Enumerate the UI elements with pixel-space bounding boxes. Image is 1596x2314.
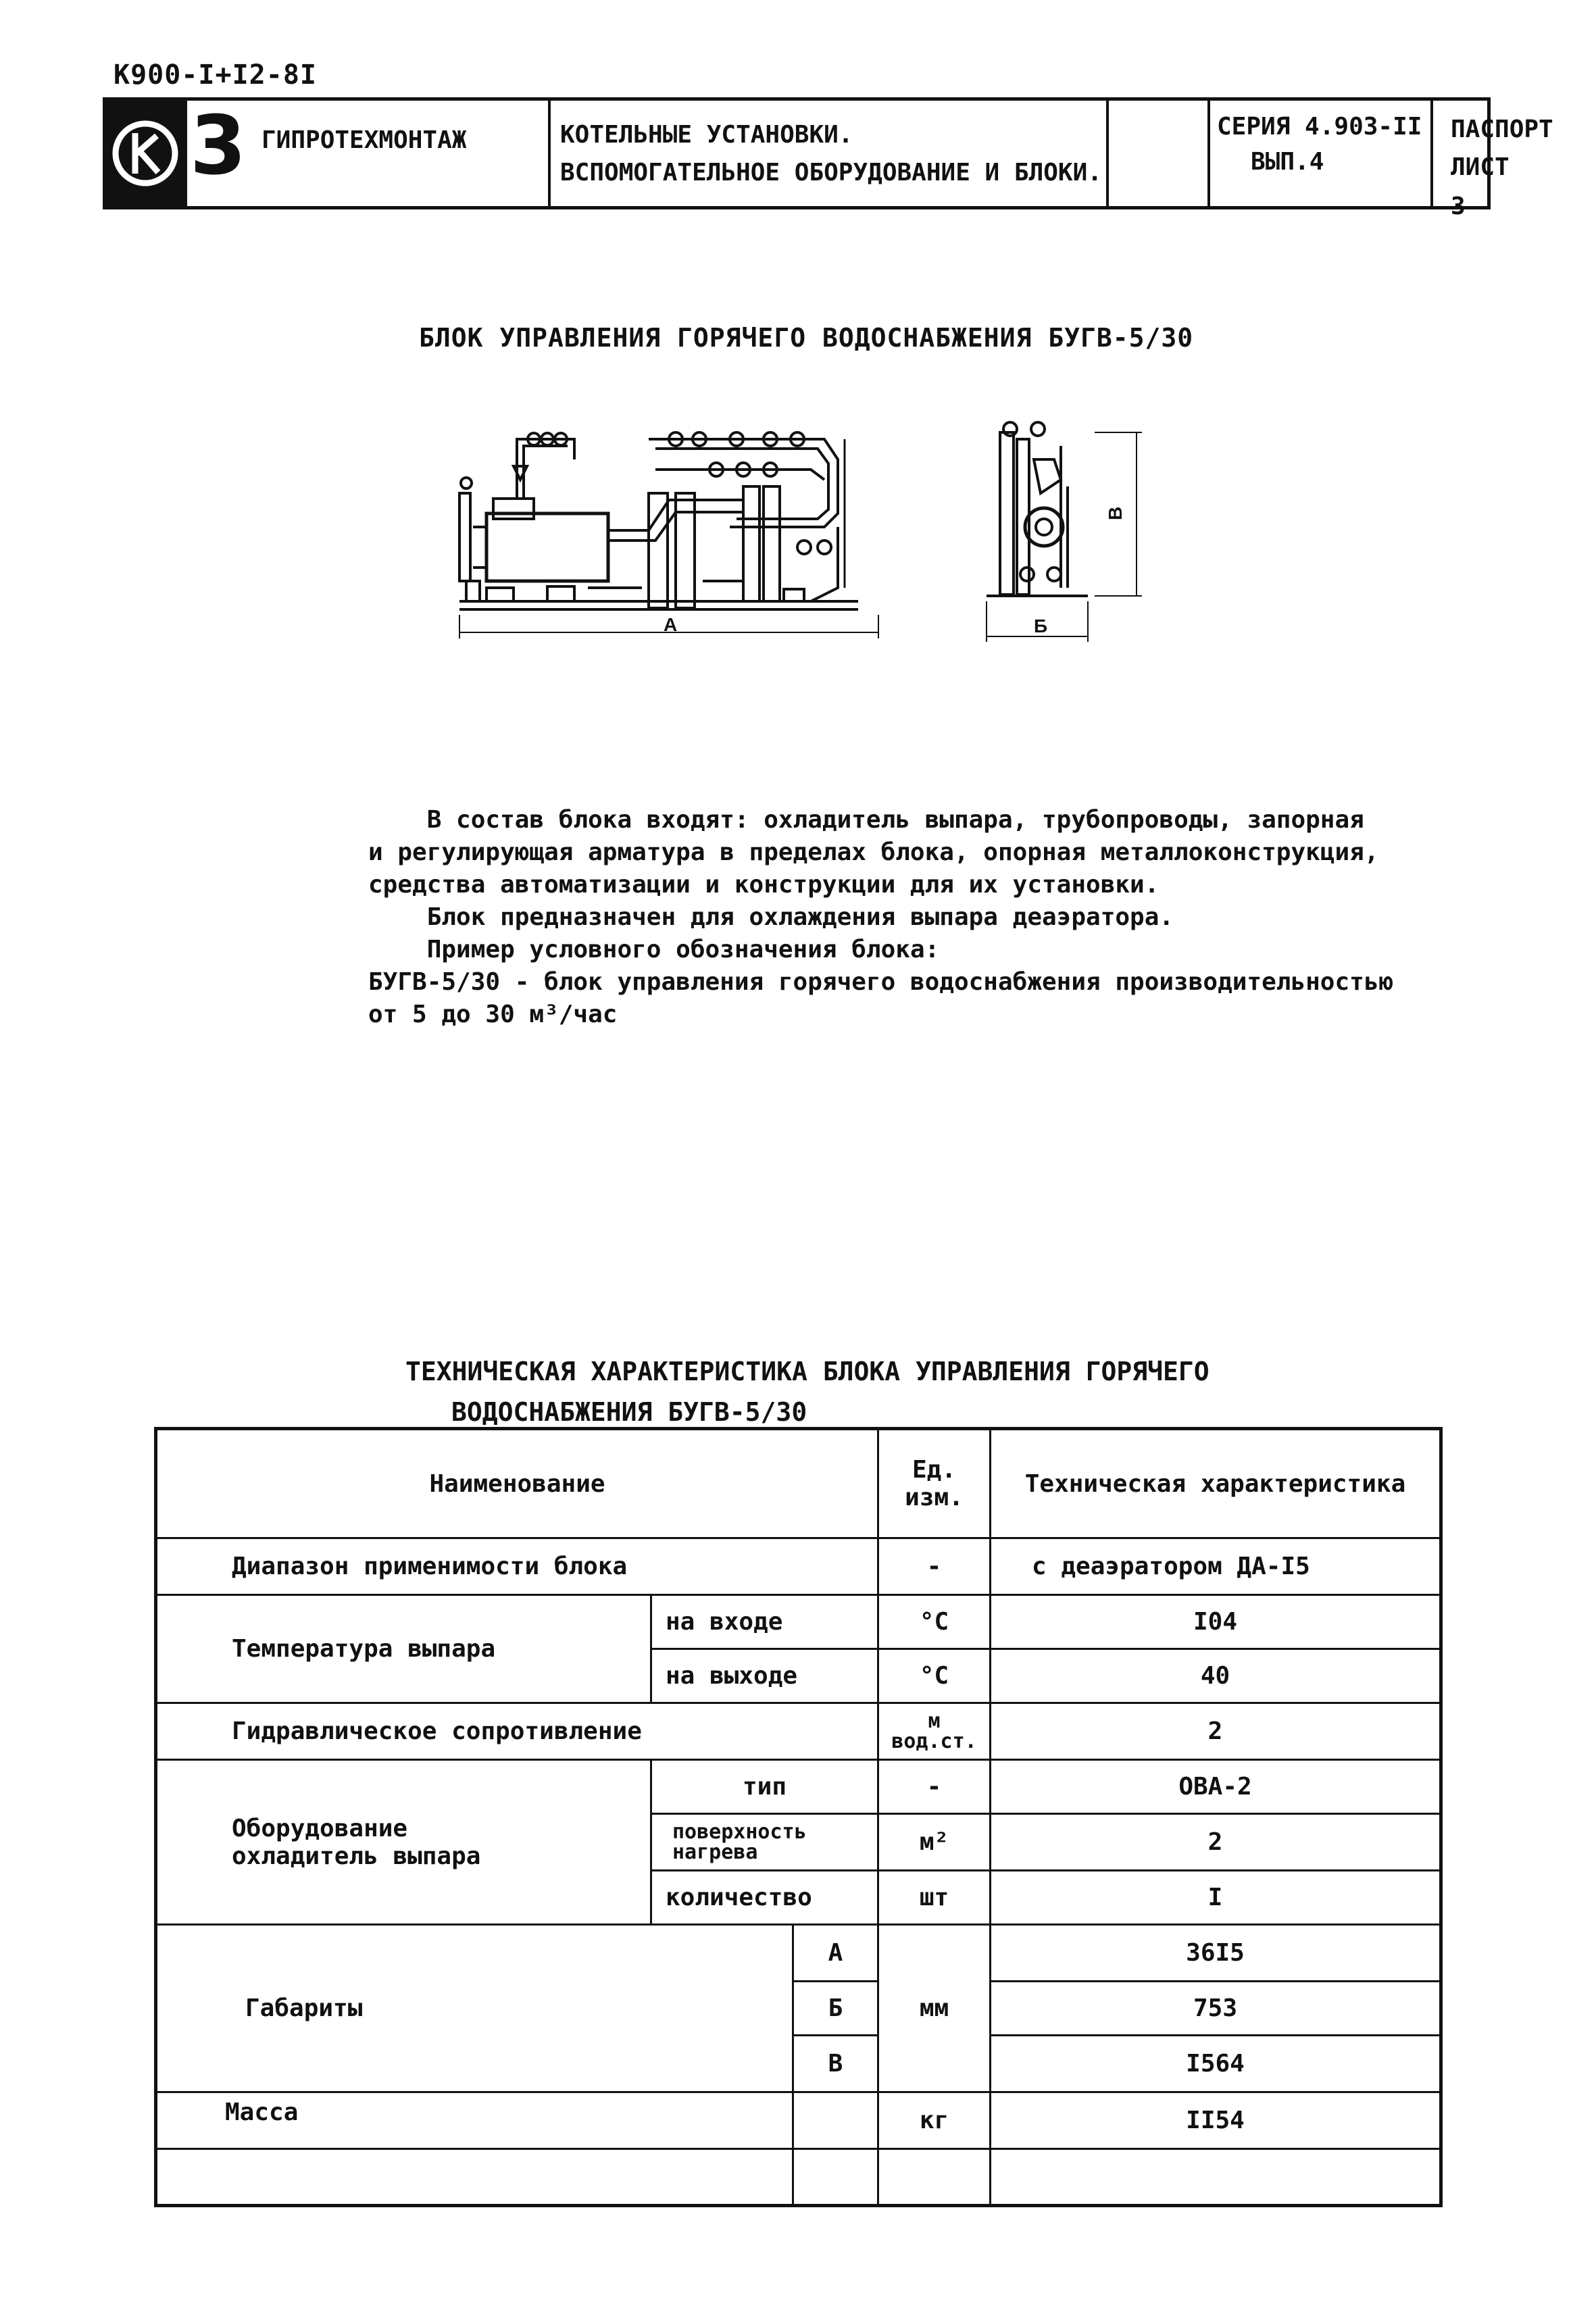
cell-unit: -: [878, 1538, 991, 1595]
cell-empty: [793, 2092, 878, 2149]
cell-unit: шт: [878, 1871, 991, 1925]
cell-sub: количество: [651, 1871, 878, 1925]
cell-empty: [991, 2149, 1441, 2206]
cell-value: I564: [991, 2036, 1441, 2092]
sheet-line-1: ПАСПОРТ: [1451, 116, 1553, 143]
cell-name: Температура выпара: [156, 1595, 651, 1703]
cell-name-line-2: охладитель выпара: [232, 1842, 481, 1870]
table-row: [156, 1925, 1441, 1982]
dim-b-label: Б: [1034, 615, 1048, 636]
cell-name: Габариты: [156, 1925, 793, 2092]
cell-unit: °С: [878, 1595, 991, 1649]
header-unit-line-2: изм.: [905, 1484, 964, 1511]
description-line: от 5 до 30 м³/час: [368, 1001, 618, 1028]
table-title-line-2: ВОДОСНАБЖЕНИЯ БУГВ-5/30: [451, 1397, 807, 1427]
cell-sub-line-2: нагрева: [672, 1840, 758, 1864]
table-row: [156, 1595, 1441, 1649]
title-line-2: ВСПОМОГАТЕЛЬНОЕ ОБОРУДОВАНИЕ И БЛОКИ.: [560, 159, 1102, 186]
cell-unit-line-2: вод.ст.: [891, 1729, 977, 1753]
side-view: [987, 422, 1142, 642]
drawing-title: БЛОК УПРАВЛЕНИЯ ГОРЯЧЕГО ВОДОСНАБЖЕНИЯ БУГВ-5/30: [419, 323, 1194, 353]
header-name: Наименование: [156, 1429, 878, 1538]
unit-drawing: [446, 419, 1189, 676]
header-unit-line-1: Ед.: [912, 1456, 957, 1484]
cell-name: Гидравлическое сопротивление: [156, 1703, 878, 1760]
cell-empty: [793, 2149, 878, 2206]
cell-value: 40: [991, 1649, 1441, 1703]
cell-value: I: [991, 1871, 1441, 1925]
title-line-1: КОТЕЛЬНЫЕ УСТАНОВКИ.: [560, 121, 853, 149]
description: [368, 804, 1422, 1031]
cell-unit: кг: [878, 2092, 991, 2149]
spec-table: [154, 1427, 1443, 2207]
cell-value: 753: [991, 1982, 1441, 2036]
description-line: БУГВ-5/30 - блок управления горячего водоснабжения производительностью: [368, 968, 1394, 996]
cell-name: Масса: [156, 2092, 793, 2149]
cell-value: 2: [991, 1814, 1441, 1871]
description-line: средства автоматизации и конструкции для их установки.: [368, 871, 1159, 899]
title-block: [103, 97, 1553, 220]
cell-sub: Б: [793, 1982, 878, 2036]
document-code: К900-I+I2-8I: [114, 59, 317, 91]
cell-unit: °С: [878, 1649, 991, 1703]
table-row-empty: [156, 2149, 1441, 2206]
header-characteristic: Техническая характеристика: [991, 1429, 1441, 1538]
dim-v-label: В: [1105, 506, 1126, 520]
cell-value: с деаэратором ДА-I5: [991, 1538, 1441, 1595]
cell-name-line-1: Оборудование: [232, 1814, 408, 1842]
sheet-line-2: ЛИСТ 3: [1451, 153, 1510, 220]
cell-name: [156, 1760, 651, 1925]
cell-sub: тип: [651, 1760, 878, 1814]
cell-value: 36I5: [991, 1925, 1441, 1982]
table-title-line-1: ТЕХНИЧЕСКАЯ ХАРАКТЕРИСТИКА БЛОКА УПРАВЛЕНИЯ ГОРЯЧЕГО: [405, 1357, 1210, 1386]
cell-unit: -: [878, 1760, 991, 1814]
cell-sub: на выходе: [651, 1649, 878, 1703]
header-unit: [878, 1429, 991, 1538]
cell-unit: [878, 1703, 991, 1760]
cell-value: II54: [991, 2092, 1441, 2149]
cell-name: Диапазон применимости блока: [156, 1538, 878, 1595]
cell-empty: [878, 2149, 991, 2206]
cell-value: 2: [991, 1703, 1441, 1760]
cell-empty: [156, 2149, 793, 2206]
cell-unit: мм: [878, 1925, 991, 2092]
organization-name: ГИПРОТЕХМОНТАЖ: [261, 126, 467, 154]
table-row: [156, 1703, 1441, 1760]
cell-sub: А: [793, 1925, 878, 1982]
dim-a-label: А: [664, 614, 678, 635]
description-line: Пример условного обозначения блока:: [368, 936, 940, 963]
table-header-row: [156, 1429, 1441, 1538]
table-title: [405, 1351, 1210, 1432]
series-line-1: СЕРИЯ 4.903-II: [1217, 113, 1422, 141]
cell-unit: м²: [878, 1814, 991, 1871]
description-line: Блок предназначен для охлаждения выпара деаэратора.: [368, 903, 1174, 931]
series-line-2: ВЫП.4: [1251, 148, 1324, 176]
cell-unit-line-1: м: [928, 1709, 941, 1733]
cell-sub: [651, 1814, 878, 1871]
description-line: и регулирующая арматура в пределах блока, опорная металлоконструкция,: [368, 838, 1379, 866]
table-row: [156, 1538, 1441, 1595]
cell-value: I04: [991, 1595, 1441, 1649]
cell-sub: В: [793, 2036, 878, 2092]
cell-sub-line-1: поверхность: [672, 1819, 807, 1844]
table-row: [156, 2092, 1441, 2149]
description-line: В состав блока входят: охладитель выпара, трубопроводы, запорная: [368, 806, 1364, 834]
cell-sub: на входе: [651, 1595, 878, 1649]
front-view: [459, 432, 878, 638]
cell-value: ОВА-2: [991, 1760, 1441, 1814]
logo-number: 3: [190, 99, 247, 193]
table-row: [156, 1760, 1441, 1814]
